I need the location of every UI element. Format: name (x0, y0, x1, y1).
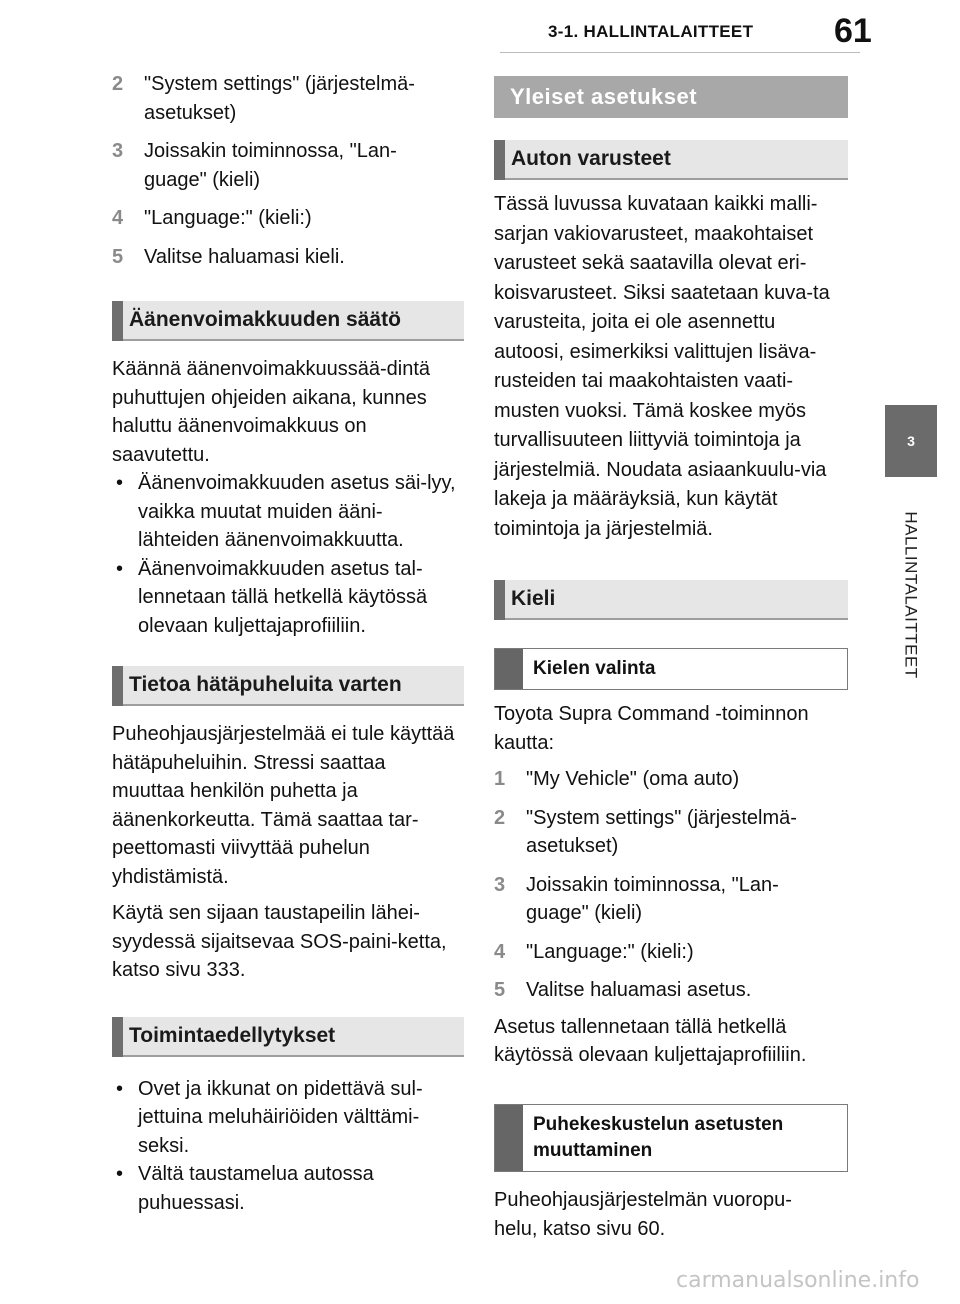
step-number: 3 (494, 873, 506, 896)
step-item (112, 137, 442, 194)
step-item (494, 765, 848, 794)
watermark: carmanualsonline.info (676, 1268, 920, 1293)
step-item (494, 938, 848, 967)
bullet-item (112, 555, 457, 641)
chapter-heading-general-settings (494, 76, 848, 118)
bullet-item (112, 1160, 457, 1217)
heading-accent-bar (494, 580, 505, 620)
step-item (494, 804, 829, 861)
running-header-section: 3-1. HALLINTALAITTEET (548, 22, 754, 41)
step-number: 2 (494, 806, 506, 829)
subsection-heading-dialog-settings (494, 1104, 848, 1172)
step-item (494, 976, 848, 1005)
section-heading-text: Toimintaedellytykset (129, 1023, 336, 1047)
bullet-text: Ovet ja ikkunat on pidettävä sul-jettuina meluhäiriöiden välttämi-seksi. (138, 1077, 423, 1157)
bullet-item (112, 469, 457, 555)
header-rule (500, 52, 860, 53)
step-text: "My Vehicle" (oma auto) (526, 768, 740, 790)
section-heading-text: Äänenvoimakkuuden säätö (129, 308, 401, 331)
step-text: "System settings" (järjestelmä-asetukset) (526, 806, 797, 857)
chapter-tab-number: 3 (907, 433, 915, 449)
subsection-heading-text: Kielen valinta (533, 658, 656, 679)
step-item (112, 204, 464, 233)
chapter-side-label-text: HALLINTALAITTEET (902, 511, 921, 679)
bullet-dot: • (116, 1077, 124, 1100)
step-text: "Language:" (kieli:) (144, 207, 312, 229)
heading-accent-bar (494, 140, 505, 180)
subheading-accent-bar (495, 1105, 523, 1171)
chapter-side-label (885, 490, 937, 700)
heading-accent-bar (112, 301, 123, 341)
bullet-text: Äänenvoimakkuuden asetus säi-lyy, vaikka muutat muiden ääni-lähteiden äänenvoimakkuutta. (138, 472, 456, 551)
step-text: Joissakin toiminnossa, "Lan-guage" (kieli) (144, 140, 397, 191)
subsection-heading-text: Puhekeskustelun asetusten muuttaminen (533, 1113, 784, 1161)
section-heading-language (494, 580, 848, 620)
step-number: 5 (112, 245, 124, 268)
subheading-accent-bar (495, 649, 523, 689)
step-number: 2 (112, 73, 124, 95)
bullet-dot: • (116, 472, 124, 494)
step-number: 1 (494, 768, 506, 790)
right-column (494, 76, 848, 1245)
step-number: 5 (494, 979, 506, 1001)
step-text: Valitse haluamasi kieli. (144, 245, 345, 268)
step-item (112, 243, 464, 272)
chapter-tab (885, 405, 937, 477)
section-heading-volume (112, 301, 464, 341)
section-heading-text: Auton varusteet (511, 147, 671, 170)
section-heading-text: Kieli (511, 587, 556, 610)
chapter-heading-text: Yleiset asetukset (510, 84, 698, 109)
subsection-heading-language-select (494, 648, 848, 690)
step-number: 3 (112, 140, 124, 162)
step-number: 4 (112, 207, 124, 229)
bullet-text: Vältä taustamelua autossa puhuessasi. (138, 1163, 374, 1214)
volume-intro: Käännä äänenvoimakkuussää-dintä puhuttujen ohjeiden aikana, kunnes haluttu äänenvoimakkuus on saavutettu. (112, 358, 430, 466)
section-heading-text: Tietoa hätäpuheluita varten (129, 673, 402, 696)
step-number: 4 (494, 940, 506, 963)
emergency-paragraph-1: Puheohjausjärjestelmää ei tule käyttää hätäpuheluihin. Stressi saattaa muuttaa henkilön puhetta ja äänenkorkeutta. Tämä saattaa tar-peettomasti viivyttää puhelun yhdistämistä. (112, 723, 455, 888)
section-heading-emergency (112, 666, 464, 706)
heading-accent-bar (112, 666, 123, 706)
section-heading-equipment (494, 140, 848, 180)
language-intro: Toyota Supra Command -toiminnon kautta: (494, 703, 809, 754)
heading-accent-bar (112, 1017, 123, 1057)
step-text: Joissakin toiminnossa, "Lan-guage" (kieli) (526, 873, 779, 924)
step-text: "System settings" (järjestelmä-asetukset) (144, 73, 415, 124)
dialog-paragraph: Puheohjausjärjestelmän vuoropu-helu, katso sivu 60. (494, 1188, 792, 1240)
step-text: Valitse haluamasi asetus. (526, 979, 752, 1001)
bullet-text: Äänenvoimakkuuden asetus tal-lennetaan tällä hetkellä käytössä olevaan kuljettajaprofiiliin. (138, 557, 428, 637)
page-number: 61 (834, 12, 872, 50)
bullet-dot: • (116, 1163, 124, 1185)
step-item (112, 70, 442, 127)
emergency-paragraph-2: Käytä sen sijaan taustapeilin lähei-syydessä sijaitsevaa SOS-paini-ketta, katso sivu 333. (112, 902, 447, 981)
section-heading-requirements (112, 1017, 464, 1057)
left-column (112, 70, 464, 1217)
step-item (494, 871, 829, 928)
equipment-paragraph: Tässä luvussa kuvataan kaikki malli-sarjan vakiovarusteet, maakohtaiset varusteet sekä saatavilla olevat eri-koisvarusteet. Siksi saatetaan kuva-ta varusteita, joita ei ole asennettu autoosi, esimerkiksi valittujen lisäva-rusteiden tai maakohtaisten vaati-musten vuoksi. Tämä koskee myös turvallisuuteen liittyviä toimintoja ja järjestelmiä. Noudata asiaankuulu-via lakeja ja määräyksiä, kun käytät toimintoja ja järjestelmiä. (494, 193, 830, 540)
language-note: Asetus tallennetaan tällä hetkellä käytössä olevaan kuljettajaprofiiliin. (494, 1015, 807, 1066)
bullet-dot: • (116, 557, 124, 580)
bullet-item (112, 1075, 457, 1161)
step-text: "Language:" (kieli:) (526, 940, 694, 963)
